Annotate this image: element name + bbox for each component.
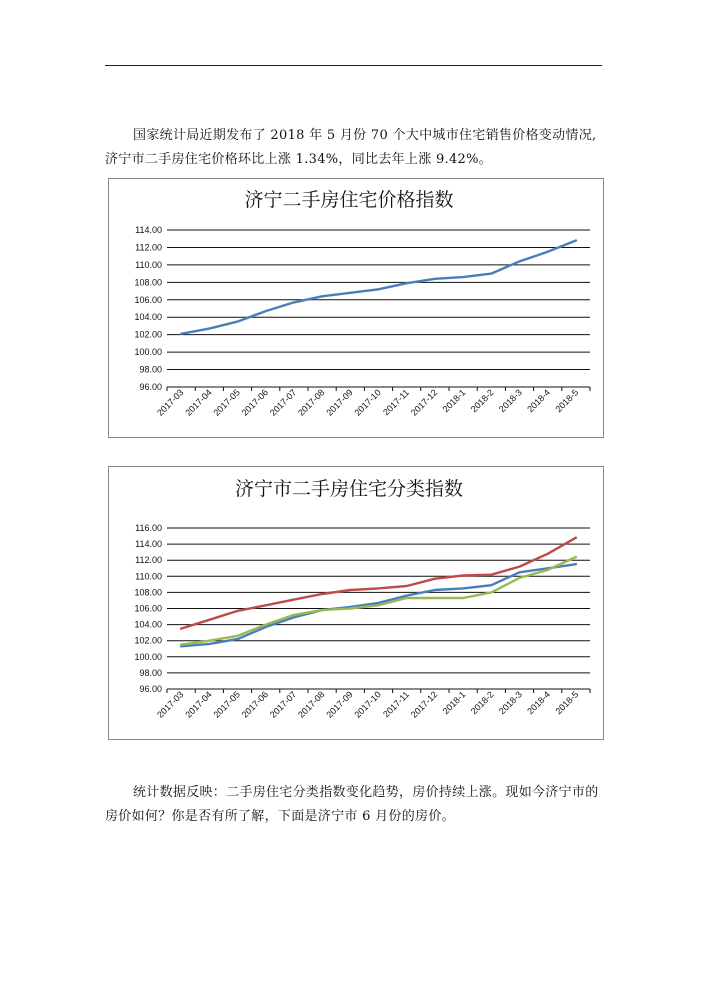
y-tick-label: 104.00 [134,619,162,630]
y-tick-label: 114.00 [135,539,162,550]
x-tick-label: 2018-3 [497,689,524,717]
chart-price-index-svg [109,179,603,437]
x-tick-label: 2018-4 [525,387,553,415]
header-rule [105,65,602,66]
y-tick-label: 106.00 [134,294,162,305]
chart-title: 济宁二手房住宅价格指数 [244,189,454,211]
y-tick-label: 102.00 [134,635,162,646]
x-tick-label: 2017-11 [381,387,412,418]
x-tick-label: 2018-2 [468,387,496,415]
summary-text: 统计数据反映：二手房住宅分类指数变化趋势，房价持续上涨。现如今济宁市的房价如何？你是否有所了解，下面是济宁市 6 月份的房价。 [105,785,599,824]
intro-text: 国家统计局近期发布了 2018 年 5 月份 70 个大中城市住宅销售价格变动情况,济宁市二手房住宅价格环比上涨 1.34%，同比去年上涨 9.42%。 [105,128,597,167]
x-tick-label: 2017-10 [352,689,383,720]
series-line-1 [181,538,576,629]
y-tick-label: 108.00 [134,587,162,598]
y-tick-label: 114.00 [135,225,162,235]
y-tick-label: 98.00 [139,667,162,678]
x-tick-label: 2017-10 [352,387,383,418]
y-tick-label: 110.00 [135,259,162,270]
y-tick-label: 108.00 [134,277,162,288]
chart-title: 济宁市二手房住宅分类指数 [234,478,464,500]
y-tick-label: 106.00 [134,603,162,614]
x-tick-label: 2017-03 [155,689,186,720]
x-tick-label: 2018-2 [468,689,496,717]
x-tick-label: 2018-1 [440,387,468,415]
y-tick-label: 116.00 [135,523,162,533]
x-tick-label: 2017-04 [183,689,214,720]
x-tick-label: 2018-1 [440,689,468,717]
y-tick-label: 96.00 [139,382,162,392]
series-line-1 [181,241,576,334]
y-tick-label: 112.00 [135,555,162,566]
x-tick-label: 2017-08 [296,387,327,418]
x-tick-label: 2017-09 [324,387,355,418]
x-tick-label: 2017-05 [211,387,242,418]
x-tick-label: 2017-07 [267,387,299,418]
x-tick-label: 2017-03 [155,387,186,418]
x-tick-label: 2017-07 [267,689,299,720]
x-tick-label: 2017-09 [324,689,355,720]
x-tick-label: 2017-12 [408,387,440,418]
summary-paragraph [105,781,605,829]
y-tick-label: 100.00 [134,651,162,662]
y-tick-label: 110.00 [135,571,162,582]
intro-paragraph [105,124,605,172]
y-tick-label: 102.00 [134,329,162,340]
y-tick-label: 96.00 [139,684,162,694]
x-tick-label: 2018-3 [497,387,524,415]
chart-category-index [108,466,604,740]
series-line-3 [181,557,576,645]
x-tick-label: 2018-5 [553,689,581,717]
y-tick-label: 112.00 [135,242,162,253]
x-tick-label: 2017-06 [239,689,271,720]
x-tick-label: 2018-4 [525,689,553,717]
y-tick-label: 104.00 [134,312,162,323]
x-tick-label: 2018-5 [553,387,581,415]
y-tick-label: 98.00 [139,364,162,375]
x-tick-label: 2017-08 [296,689,327,720]
x-tick-label: 2017-06 [239,387,271,418]
x-tick-label: 2017-11 [381,689,412,720]
x-tick-label: 2017-05 [211,689,242,720]
y-tick-label: 100.00 [134,347,162,358]
x-tick-label: 2017-12 [408,689,440,720]
chart-price-index [108,178,604,438]
x-tick-label: 2017-04 [183,387,214,418]
chart-category-index-svg [109,467,603,739]
